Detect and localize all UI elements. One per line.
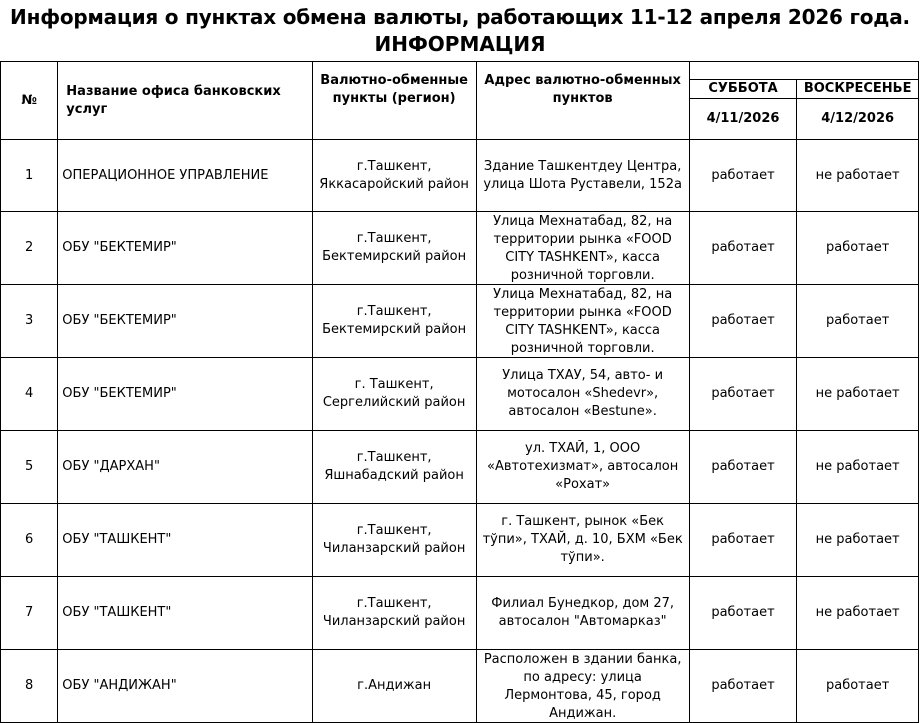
row-region-cell [312,212,476,285]
row-sunday-cell [797,577,919,650]
page-title: Информация о пунктах обмена валюты, работающих 11-12 апреля 2026 года. [10,5,910,29]
row-num-cell [1,431,58,504]
header-saturday: СУББОТА [689,80,797,99]
page-subtitle: ИНФОРМАЦИЯ [374,32,546,56]
row-saturday-cell [689,285,797,358]
row-num-cell-text: 8 [25,678,34,693]
row-region-cell-text: г.Ташкент, Чиланзарский район [322,596,466,629]
header-days-blank [689,62,918,80]
row-num-cell-text: 6 [25,532,34,547]
row-name-cell-text: ОБУ "БЕКТЕМИР" [62,386,177,401]
row-address-cell-text: Расположен в здании банка, по адресу: улица Лермонтова, 45, город Андижан. [483,651,682,721]
row-address-cell [476,504,689,577]
row-saturday-cell [689,358,797,431]
table-row [1,650,919,723]
row-num-cell [1,650,58,723]
row-saturday-cell [689,504,797,577]
row-name-cell [58,577,312,650]
row-name-cell [58,358,312,431]
table-row [1,212,919,285]
row-saturday-cell-text: работает [711,532,775,547]
row-region-cell-text: г.Ташкент, Бектемирский район [322,304,467,337]
table-row [1,285,919,358]
row-region-cell [312,650,476,723]
row-sunday-cell [797,358,919,431]
row-region-cell-text: г.Ташкент, Бектемирский район [322,231,467,264]
row-num-cell-text: 3 [25,313,34,328]
exchange-points-table [0,61,919,723]
table-row [1,504,919,577]
row-sunday-cell [797,140,919,212]
row-address-cell [476,140,689,212]
row-name-cell [58,285,312,358]
row-address-cell-text: ул. ТХАЙ, 1, ООО «Автотехизмат», автосалон «Рохат» [487,441,679,492]
row-address-cell-text: Улица ТХАУ, 54, авто- и мотосалон «Shedevr», автосалон «Bestune». [502,368,664,419]
table-row [1,431,919,504]
row-name-cell-text: ОБУ "ТАШКЕНТ" [62,605,172,620]
row-address-cell-text: Улица Мехнатабад, 82, на территории рынка «FOOD CITY TASHKENT», касса розничной торговли. [493,286,673,356]
header-saturday-date: 4/11/2026 [689,99,797,140]
row-region-cell [312,504,476,577]
header-region: Валютно-обменные пункты (регион) [312,62,476,140]
row-address-cell [476,577,689,650]
row-region-cell-text: г.Ташкент, Чиланзарский район [322,523,466,556]
row-region-cell-text: г.Андижан [357,678,432,693]
row-address-cell-text: Улица Мехнатабад, 82, на территории рынка «FOOD CITY TASHKENT», касса розничной торговли. [493,213,673,283]
row-region-cell-text: г. Ташкент, Сергелийский район [322,377,466,410]
row-name-cell [58,431,312,504]
row-region-cell [312,358,476,431]
row-num-cell-text: 7 [25,605,34,620]
row-address-cell [476,650,689,723]
row-saturday-cell [689,140,797,212]
row-sunday-cell [797,650,919,723]
row-address-cell-text: Здание Ташкентдеу Центра, улица Шота Руставели, 152а [483,158,682,192]
row-sunday-cell-text: не работает [815,459,900,474]
row-sunday-cell [797,212,919,285]
row-name-cell-text: ОБУ "АНДИЖАН" [62,678,177,693]
row-address-cell-text: Филиал Бунедкор, дом 27, автосалон "Автомарказ" [491,596,675,629]
row-saturday-cell-text: работает [711,386,775,401]
row-region-cell-text: г.Ташкент, Яшнабадский район [324,450,464,483]
row-sunday-cell-text: не работает [815,532,900,547]
table-body [1,140,919,723]
row-sunday-cell-text: работает [825,678,890,693]
row-saturday-cell [689,577,797,650]
header-sunday: ВОСКРЕСЕНЬЕ [797,80,919,99]
header-address: Адрес валютно-обменных пунктов [476,62,689,140]
row-name-cell [58,212,312,285]
row-num-cell-text: 1 [25,167,34,183]
row-address-cell [476,358,689,431]
row-num-cell [1,140,58,212]
row-sunday-cell-text: работает [825,313,890,328]
row-address-cell [476,212,689,285]
row-num-cell [1,358,58,431]
row-sunday-cell-text: работает [825,240,890,255]
row-num-cell-text: 2 [25,240,34,255]
row-name-cell-text: ОБУ "ТАШКЕНТ" [62,532,172,547]
row-name-cell-text: ОПЕРАЦИОННОЕ УПРАВЛЕНИЕ [62,167,269,183]
row-saturday-cell-text: работает [711,167,775,183]
row-saturday-cell [689,431,797,504]
row-address-cell [476,431,689,504]
table-row [1,140,919,212]
row-sunday-cell-text: не работает [815,386,900,401]
row-sunday-cell-text: не работает [815,167,900,183]
row-name-cell [58,504,312,577]
row-saturday-cell [689,650,797,723]
row-name-cell-text: ОБУ "БЕКТЕМИР" [62,240,177,255]
row-region-cell [312,140,476,212]
row-saturday-cell-text: работает [711,459,775,474]
row-saturday-cell-text: работает [711,678,775,693]
table-row [1,577,919,650]
row-num-cell [1,212,58,285]
row-num-cell-text: 5 [25,459,34,474]
row-region-cell [312,285,476,358]
row-num-cell [1,504,58,577]
row-address-cell [476,285,689,358]
row-saturday-cell-text: работает [711,605,775,620]
header-sunday-date: 4/12/2026 [797,99,919,140]
row-name-cell [58,140,312,212]
row-sunday-cell [797,285,919,358]
row-region-cell [312,577,476,650]
table-row [1,358,919,431]
header-name: Название офиса банковских услуг [58,62,312,140]
row-address-cell-text: г. Ташкент, рынок «Бек тўпи», ТХАЙ, д. 10, БХМ «Бек тўпи». [482,514,683,565]
row-sunday-cell [797,504,919,577]
row-sunday-cell [797,431,919,504]
header-num: № [1,62,58,140]
row-name-cell-text: ОБУ "БЕКТЕМИР" [62,313,177,328]
row-saturday-cell-text: работает [711,313,775,328]
row-region-cell-text: г.Ташкент, Яккасаройский район [319,158,469,192]
row-sunday-cell-text: не работает [815,605,900,620]
row-saturday-cell-text: работает [711,240,775,255]
row-name-cell [58,650,312,723]
row-num-cell-text: 4 [25,386,34,401]
row-name-cell-text: ОБУ "ДАРХАН" [62,459,160,474]
row-num-cell [1,577,58,650]
row-num-cell [1,285,58,358]
row-region-cell [312,431,476,504]
row-saturday-cell [689,212,797,285]
